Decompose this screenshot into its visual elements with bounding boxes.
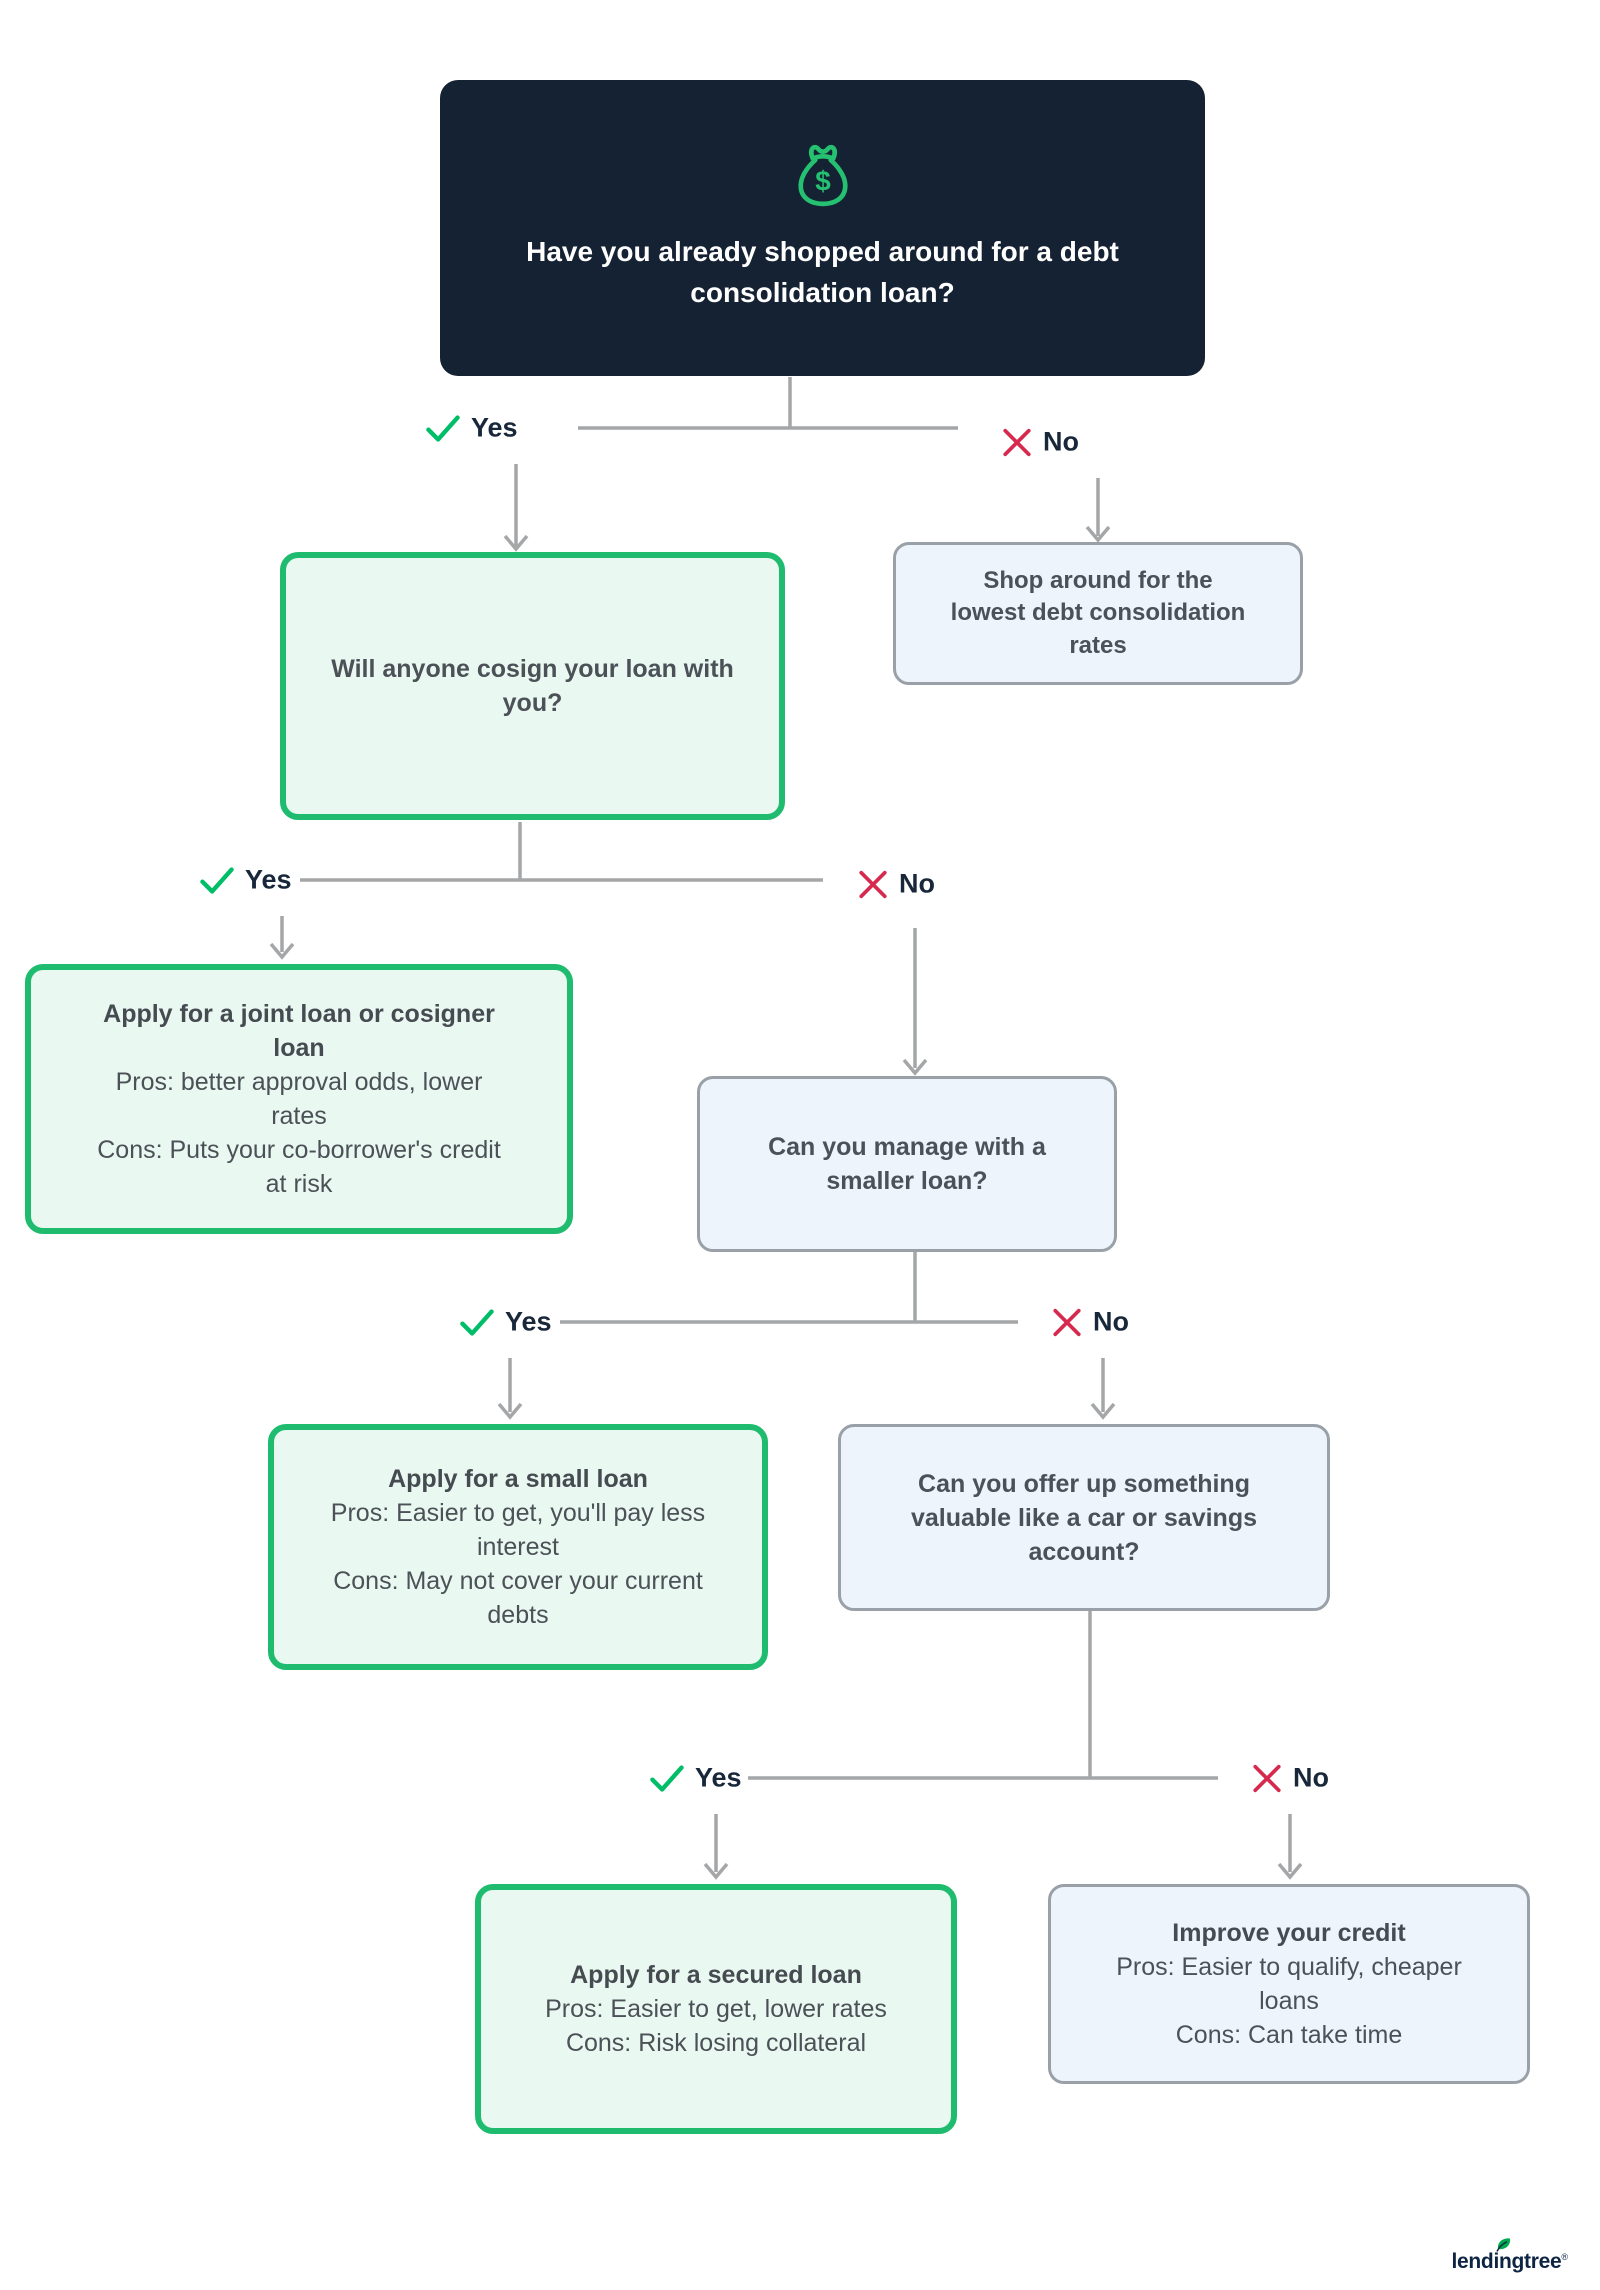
improve-credit-pros: Pros: Easier to qualify, cheaper loans (1116, 1953, 1462, 2015)
no-label-3 (1052, 1307, 1129, 1338)
cosign-question-box (280, 552, 785, 820)
collateral-question-box (838, 1424, 1330, 1611)
no-label-text: No (1293, 1762, 1329, 1793)
small-loan-title: Apply for a small loan (388, 1465, 648, 1493)
check-icon (200, 865, 234, 895)
yes-label-text: Yes (505, 1306, 552, 1337)
money-bag-icon (790, 142, 856, 208)
no-label-text: No (1043, 426, 1079, 457)
improve-credit-title: Improve your credit (1172, 1919, 1406, 1947)
small-loan-cons: Cons: May not cover your current debts (333, 1567, 703, 1629)
joint-loan-cons: Cons: Puts your co-borrower's credit at risk (97, 1136, 501, 1198)
x-icon (1252, 1763, 1282, 1793)
x-icon (1002, 427, 1032, 457)
leaf-icon (1495, 2237, 1512, 2252)
secured-loan-box (475, 1884, 957, 2134)
joint-loan-pros: Pros: better approval odds, lower rates (115, 1068, 483, 1130)
check-icon (426, 413, 460, 443)
small-loan-box (268, 1424, 768, 1670)
x-icon (858, 869, 888, 899)
x-icon (1052, 1307, 1082, 1337)
no-label-2 (858, 869, 935, 900)
lendingtree-wordmark (1451, 2250, 1561, 2274)
root-question-text: Have you already shopped around for a debt consolidation loan? (526, 236, 1119, 308)
shop-around-text: Shop around for the lowest debt consolidation rates (950, 566, 1246, 659)
yes-label-4 (650, 1763, 742, 1794)
lendingtree-logo (1451, 2250, 1568, 2274)
cosign-question-text: Will anyone cosign your loan with you? (331, 655, 734, 717)
yes-label-1 (426, 413, 518, 444)
yes-label-3 (460, 1307, 552, 1338)
secured-loan-pros: Pros: Easier to get, lower rates (545, 1995, 887, 2023)
yes-label-text: Yes (245, 864, 292, 895)
smaller-loan-question-text: Can you manage with a smaller loan? (768, 1133, 1046, 1195)
root-question-box (440, 80, 1205, 376)
secured-loan-title: Apply for a secured loan (570, 1961, 862, 1989)
small-loan-pros: Pros: Easier to get, you'll pay less interest (330, 1499, 706, 1561)
check-icon (650, 1763, 684, 1793)
collateral-question-text: Can you offer up something valuable like a car or savings account? (910, 1469, 1258, 1566)
no-label-text: No (1093, 1306, 1129, 1337)
joint-loan-title: Apply for a joint loan or cosigner loan (103, 1000, 495, 1062)
no-label-text: No (899, 868, 935, 899)
improve-credit-cons: Cons: Can take time (1175, 2021, 1403, 2049)
check-icon (460, 1307, 494, 1337)
no-label-4 (1252, 1763, 1329, 1794)
svg-text:$: $ (814, 165, 831, 197)
secured-loan-cons: Cons: Risk losing collateral (565, 2029, 867, 2057)
no-label-1 (1002, 427, 1079, 458)
joint-loan-box (25, 964, 573, 1234)
smaller-loan-question-box (697, 1076, 1117, 1252)
yes-label-text: Yes (695, 1762, 742, 1793)
yes-label-2 (200, 865, 292, 896)
brand-name: lendingtree (1451, 2250, 1562, 2273)
shop-around-box (893, 542, 1303, 685)
registered-mark: ® (1561, 2252, 1568, 2262)
improve-credit-box (1048, 1884, 1530, 2084)
yes-label-text: Yes (471, 412, 518, 443)
